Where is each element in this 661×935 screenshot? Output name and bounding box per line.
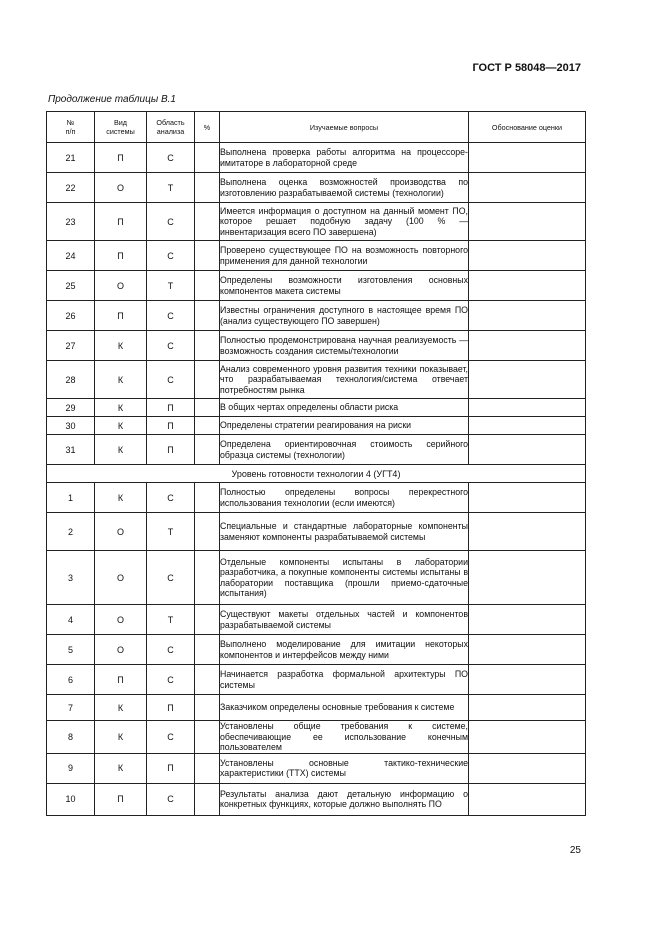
justification-cell [469, 695, 586, 721]
analysis-area: С [147, 635, 195, 665]
justification-cell [469, 635, 586, 665]
percent-cell [195, 783, 220, 815]
column-header: % [195, 112, 220, 143]
justification-cell [469, 203, 586, 241]
system-type: П [95, 665, 147, 695]
analysis-area: П [147, 753, 195, 783]
page-number: 25 [569, 845, 581, 856]
analysis-area: С [147, 203, 195, 241]
system-type: О [95, 551, 147, 605]
system-type: О [95, 605, 147, 635]
system-type: О [95, 513, 147, 551]
percent-cell [195, 361, 220, 399]
system-type: О [95, 271, 147, 301]
justification-cell [469, 783, 586, 815]
percent-cell [195, 173, 220, 203]
system-type: П [95, 301, 147, 331]
row-number: 1 [47, 483, 95, 513]
table-row [47, 635, 586, 665]
table-row [47, 665, 586, 695]
row-number: 28 [47, 361, 95, 399]
analysis-area: С [147, 721, 195, 754]
table-header-row [47, 112, 586, 143]
question-text: Определены возможности изготовления основных компонентов макета системы [220, 271, 469, 301]
percent-cell [195, 435, 220, 465]
analysis-area: С [147, 665, 195, 695]
question-text: Полностью определены вопросы перекрестного использования технологии (если имеются) [220, 483, 469, 513]
row-number: 4 [47, 605, 95, 635]
question-text: Анализ современного уровня развития техники показывает, что разрабатываемая технология/система отвечает потребностям рынка [220, 361, 469, 399]
row-number: 6 [47, 665, 95, 695]
analysis-area: С [147, 483, 195, 513]
table-row [47, 435, 586, 465]
system-type: О [95, 635, 147, 665]
document-code: ГОСТ Р 58048—2017 [472, 62, 581, 74]
column-header: Изучаемые вопросы [220, 112, 469, 143]
percent-cell [195, 635, 220, 665]
percent-cell [195, 203, 220, 241]
table-row [47, 695, 586, 721]
justification-cell [469, 665, 586, 695]
row-number: 21 [47, 143, 95, 173]
analysis-area: Т [147, 173, 195, 203]
column-header: Вид системы [95, 112, 147, 143]
table-row [47, 241, 586, 271]
question-text: Имеется информация о доступном на данный момент ПО, которое решает подобную задачу (100 % — инвентаризация всего ПО завершена) [220, 203, 469, 241]
question-text: Проверено существующее ПО на возможность повторного применения для данной технологии [220, 241, 469, 271]
table-row [47, 331, 586, 361]
question-text: Определены стратегии реагирования на риски [220, 417, 469, 435]
question-text: Выполнено моделирование для имитации некоторых компонентов и интерфейсов между ними [220, 635, 469, 665]
question-text: Полностью продемонстрирована научная реализуемость — возможность создания системы/технологии [220, 331, 469, 361]
column-header: Обоснование оценки [469, 112, 586, 143]
justification-cell [469, 721, 586, 754]
percent-cell [195, 417, 220, 435]
system-type: П [95, 143, 147, 173]
percent-cell [195, 483, 220, 513]
table-row [47, 783, 586, 815]
section-row [47, 465, 586, 483]
analysis-area: П [147, 417, 195, 435]
system-type: П [95, 241, 147, 271]
table-row [47, 605, 586, 635]
table-body [47, 143, 586, 816]
column-header: № п/п [47, 112, 95, 143]
column-header: Область анализа [147, 112, 195, 143]
analysis-area: П [147, 399, 195, 417]
justification-cell [469, 301, 586, 331]
row-number: 8 [47, 721, 95, 754]
justification-cell [469, 399, 586, 417]
row-number: 27 [47, 331, 95, 361]
table-row [47, 203, 586, 241]
system-type: К [95, 435, 147, 465]
table-row [47, 361, 586, 399]
justification-cell [469, 605, 586, 635]
row-number: 7 [47, 695, 95, 721]
table-row [47, 513, 586, 551]
analysis-area: Т [147, 271, 195, 301]
table-row [47, 417, 586, 435]
analysis-area: Т [147, 513, 195, 551]
percent-cell [195, 665, 220, 695]
system-type: П [95, 783, 147, 815]
question-text: Выполнена проверка работы алгоритма на процессоре-имитаторе в лабораторной среде [220, 143, 469, 173]
analysis-area: П [147, 435, 195, 465]
percent-cell [195, 241, 220, 271]
percent-cell [195, 399, 220, 417]
analysis-area: С [147, 331, 195, 361]
row-number: 9 [47, 753, 95, 783]
table-row [47, 301, 586, 331]
system-type: К [95, 399, 147, 417]
percent-cell [195, 143, 220, 173]
justification-cell [469, 551, 586, 605]
percent-cell [195, 551, 220, 605]
table-row [47, 483, 586, 513]
question-text: Начинается разработка формальной архитектуры ПО системы [220, 665, 469, 695]
system-type: К [95, 695, 147, 721]
row-number: 24 [47, 241, 95, 271]
table-row [47, 551, 586, 605]
question-text: Установлены основные тактико-технические характеристики (ТТХ) системы [220, 753, 469, 783]
percent-cell [195, 721, 220, 754]
row-number: 30 [47, 417, 95, 435]
analysis-area: С [147, 143, 195, 173]
system-type: К [95, 417, 147, 435]
question-text: Результаты анализа дают детальную информацию о конкретных функциях, которые должно выполнять ПО [220, 783, 469, 815]
row-number: 23 [47, 203, 95, 241]
justification-cell [469, 753, 586, 783]
percent-cell [195, 271, 220, 301]
row-number: 2 [47, 513, 95, 551]
question-text: Отдельные компоненты испытаны в лаборатории разработчика, а покупные компоненты системы испытаны в лаборатории поставщика (прошли приемо-сдаточные испытания) [220, 551, 469, 605]
justification-cell [469, 331, 586, 361]
row-number: 10 [47, 783, 95, 815]
table-row [47, 143, 586, 173]
question-text: Известны ограничения доступного в настоящее время ПО (анализ существующего ПО завершен) [220, 301, 469, 331]
analysis-area: П [147, 695, 195, 721]
system-type: К [95, 331, 147, 361]
system-type: К [95, 753, 147, 783]
system-type: К [95, 361, 147, 399]
question-text: Существуют макеты отдельных частей и компонентов разрабатываемой системы [220, 605, 469, 635]
percent-cell [195, 753, 220, 783]
row-number: 29 [47, 399, 95, 417]
analysis-area: С [147, 551, 195, 605]
table-caption: Продолжение таблицы В.1 [48, 94, 176, 105]
row-number: 26 [47, 301, 95, 331]
analysis-area: С [147, 241, 195, 271]
question-text: Специальные и стандартные лабораторные компоненты заменяют компоненты разрабатываемой системы [220, 513, 469, 551]
table-row [47, 271, 586, 301]
analysis-area: С [147, 783, 195, 815]
assessment-table [46, 111, 586, 816]
table-row [47, 399, 586, 417]
percent-cell [195, 695, 220, 721]
question-text: В общих чертах определены области риска [220, 399, 469, 417]
justification-cell [469, 513, 586, 551]
system-type: К [95, 483, 147, 513]
table-row [47, 721, 586, 754]
question-text: Заказчиком определены основные требования к системе [220, 695, 469, 721]
table-row [47, 753, 586, 783]
justification-cell [469, 271, 586, 301]
justification-cell [469, 435, 586, 465]
justification-cell [469, 361, 586, 399]
justification-cell [469, 173, 586, 203]
question-text: Определена ориентировочная стоимость серийного образца системы (технологии) [220, 435, 469, 465]
justification-cell [469, 417, 586, 435]
row-number: 31 [47, 435, 95, 465]
percent-cell [195, 331, 220, 361]
justification-cell [469, 483, 586, 513]
percent-cell [195, 513, 220, 551]
table-row [47, 173, 586, 203]
system-type: К [95, 721, 147, 754]
section-title: Уровень готовности технологии 4 (УГТ4) [47, 465, 586, 483]
analysis-area: Т [147, 605, 195, 635]
percent-cell [195, 605, 220, 635]
row-number: 5 [47, 635, 95, 665]
system-type: П [95, 203, 147, 241]
question-text: Выполнена оценка возможностей производства по изготовлению разрабатываемой системы (технологии) [220, 173, 469, 203]
justification-cell [469, 241, 586, 271]
row-number: 22 [47, 173, 95, 203]
justification-cell [469, 143, 586, 173]
row-number: 25 [47, 271, 95, 301]
percent-cell [195, 301, 220, 331]
analysis-area: С [147, 361, 195, 399]
question-text: Установлены общие требования к системе, обеспечивающие ее использование конечным пользователем [220, 721, 468, 752]
row-number: 3 [47, 551, 95, 605]
analysis-area: С [147, 301, 195, 331]
system-type: О [95, 173, 147, 203]
